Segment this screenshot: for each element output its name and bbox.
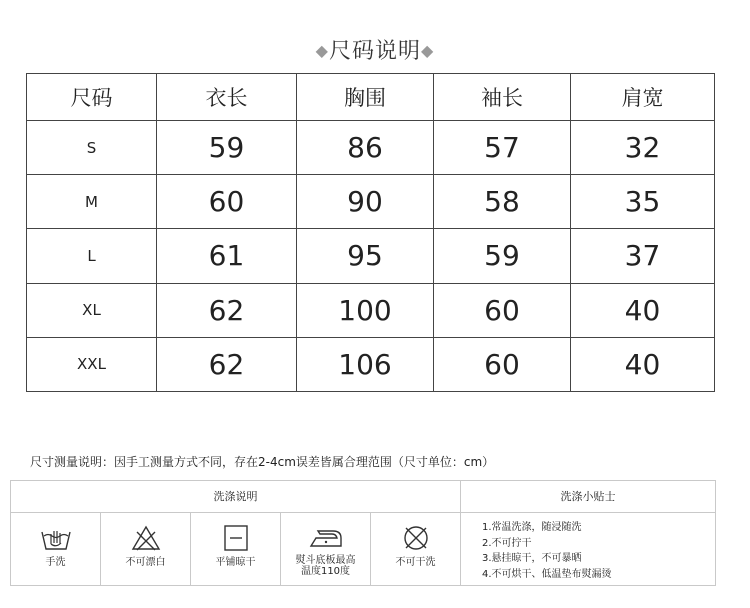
list-item: 3.悬挂晾干，不可暴晒 [482, 553, 582, 564]
sleeve-cell: 60 [434, 337, 571, 391]
care-item-dry-flat [191, 513, 281, 585]
size-cell: XL [27, 283, 157, 337]
size-cell: M [27, 175, 157, 229]
header-shoulder: 肩宽 [571, 74, 715, 121]
no-dry-clean-label: 不可干洗 [395, 557, 436, 568]
dry-flat-icon [191, 523, 280, 553]
iron-label-line1: 熨斗底板最高 [295, 555, 356, 566]
size-cell: S [27, 121, 157, 175]
size-cell: XXL [27, 337, 157, 391]
header-length: 衣长 [157, 74, 297, 121]
list-item: 1.常温洗涤，随浸随洗 [482, 522, 582, 533]
care-tips-header: 洗涤小贴士 [461, 481, 715, 513]
chest-cell: 90 [297, 175, 434, 229]
diamond-left-icon: ◆ [315, 41, 329, 60]
care-item-no-bleach [101, 513, 191, 585]
care-item-hand-wash [11, 513, 101, 585]
care-instructions-header: 洗涤说明 [11, 481, 461, 513]
sleeve-cell: 60 [434, 283, 571, 337]
no-bleach-icon [101, 523, 190, 553]
chest-cell: 106 [297, 337, 434, 391]
care-tips-list [482, 520, 612, 582]
size-table-header-row [27, 74, 715, 121]
page-title-text: 尺码说明 [328, 39, 421, 64]
hand-wash-icon [11, 523, 100, 553]
size-table [26, 73, 715, 392]
sleeve-cell: 58 [434, 175, 571, 229]
list-item: 4.不可烘干、低温垫布熨漏烫 [482, 568, 612, 580]
table-row [27, 283, 715, 337]
table-row [27, 175, 715, 229]
page-title [0, 34, 750, 65]
header-sleeve: 袖长 [434, 74, 571, 121]
care-item-no-dry-clean [371, 513, 461, 585]
table-row [27, 229, 715, 283]
shoulder-cell: 40 [571, 283, 715, 337]
sleeve-cell: 57 [434, 121, 571, 175]
dry-flat-label: 平铺晾干 [215, 557, 256, 568]
chest-cell: 100 [297, 283, 434, 337]
length-cell: 61 [157, 229, 297, 283]
header-chest: 胸围 [297, 74, 434, 121]
length-cell: 62 [157, 283, 297, 337]
iron-icon [281, 523, 370, 553]
no-bleach-label: 不可漂白 [125, 557, 166, 568]
shoulder-cell: 35 [571, 175, 715, 229]
size-cell: L [27, 229, 157, 283]
header-size: 尺码 [27, 74, 157, 121]
list-item: 2.不可拧干 [482, 537, 532, 549]
length-cell: 62 [157, 337, 297, 391]
measurement-note: 尺寸测量说明：因手工测量方式不同，存在2-4cm误差皆属合理范围（尺寸单位：cm） [30, 455, 495, 469]
table-row [27, 337, 715, 391]
diamond-right-icon: ◆ [421, 41, 435, 60]
chest-cell: 86 [297, 121, 434, 175]
length-cell: 59 [157, 121, 297, 175]
shoulder-cell: 32 [571, 121, 715, 175]
hand-wash-label: 手洗 [45, 557, 66, 568]
iron-label [283, 555, 368, 577]
shoulder-cell: 37 [571, 229, 715, 283]
no-dry-clean-icon [371, 523, 460, 553]
length-cell: 60 [157, 175, 297, 229]
iron-label-line2: 温度110度 [300, 566, 351, 577]
sleeve-cell: 59 [434, 229, 571, 283]
shoulder-cell: 40 [571, 337, 715, 391]
chest-cell: 95 [297, 229, 434, 283]
care-item-iron [281, 513, 371, 585]
table-row [27, 121, 715, 175]
